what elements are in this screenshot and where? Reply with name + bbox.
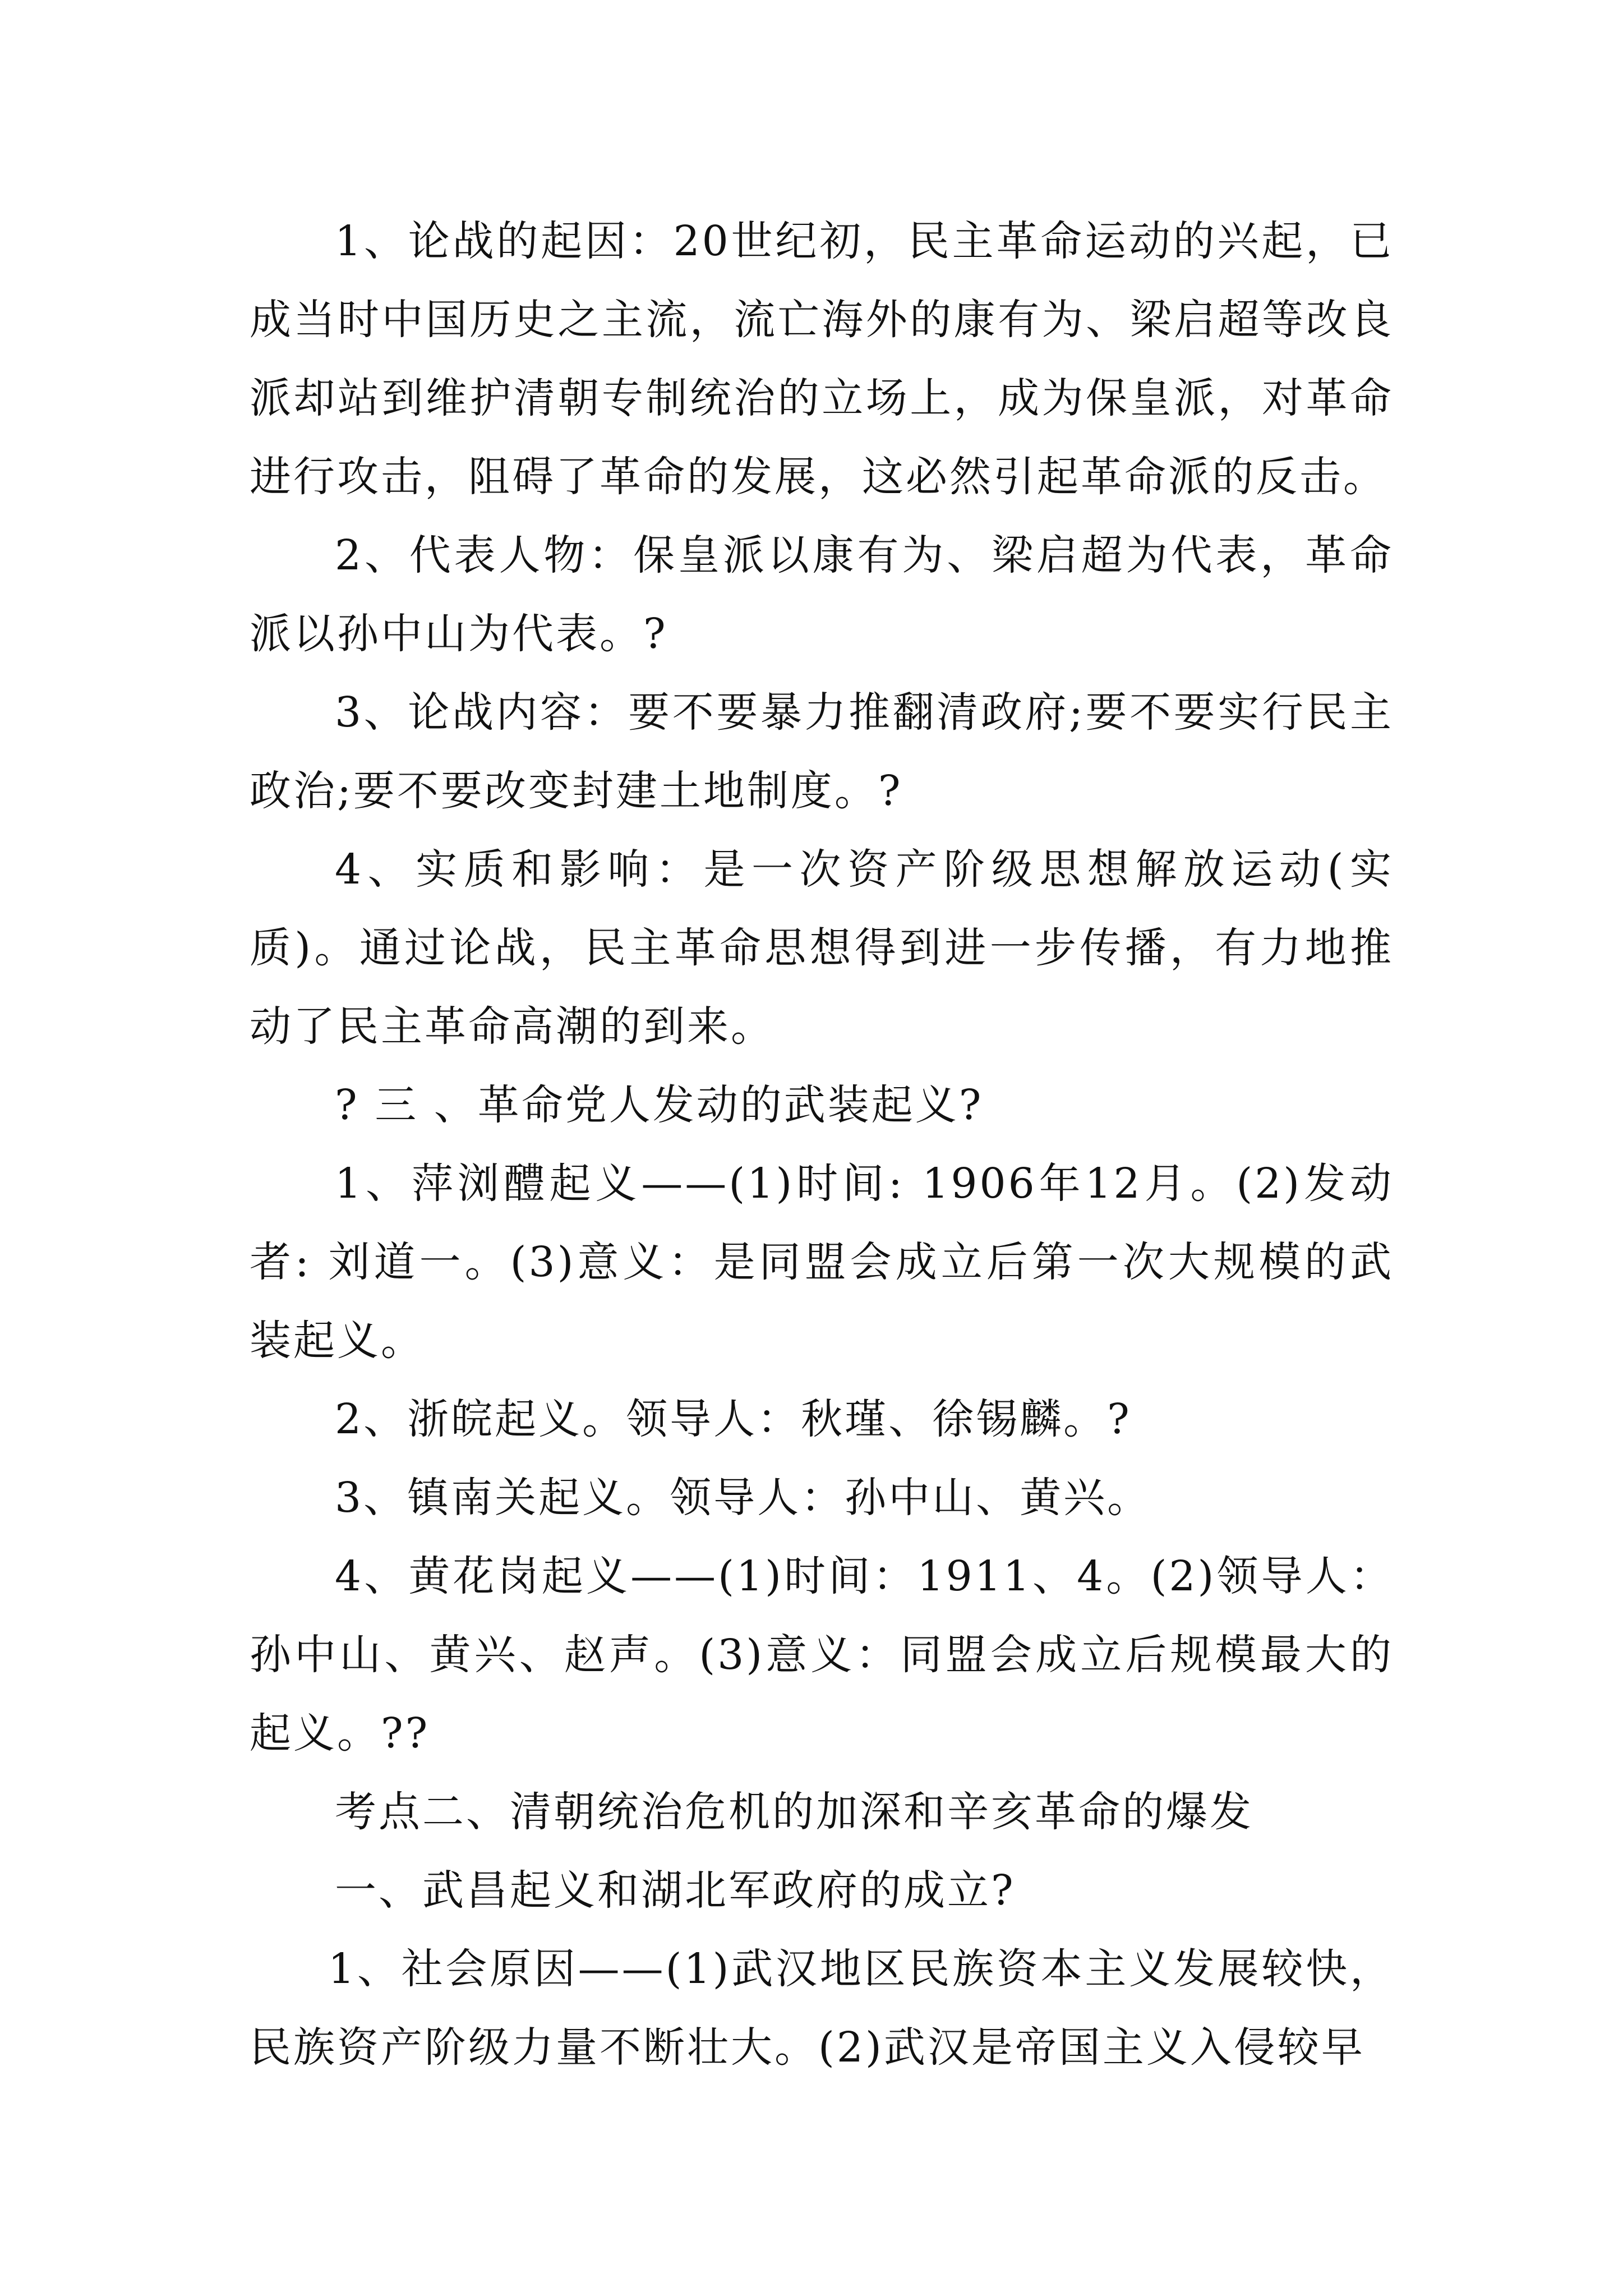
section-heading-armed-uprisings: ? 三 、革命党人发动的武装起义? <box>335 1081 984 1129</box>
paragraph-zhennanguan-uprising: 3、镇南关起义。领导人：孙中山、黄兴。 <box>335 1474 1151 1522</box>
document-body <box>250 202 1394 2087</box>
section-heading-wuchang-uprising: 一、武昌起义和湖北军政府的成立? <box>335 1866 1016 1915</box>
section-heading-exam-point-two: 考点二、清朝统治危机的加深和辛亥革命的爆发 <box>335 1788 1253 1836</box>
paragraph-essence-impact: 4、实质和影响：是一次资产阶级思想解放运动(实质)。通过论战，民主革命思想得到进一步传播，有力地推动了民主革命高潮的到来。 <box>250 845 1394 1051</box>
paragraph-debate-content: 3、论战内容：要不要暴力推翻清政府;要不要实行民主政治;要不要改变封建土地制度。? <box>250 688 1394 815</box>
paragraph-huanghuagang-uprising: 4、黄花岗起义——(1)时间：1911、4。(2)领导人：孙中山、黄兴、赵声。(3)意义：同盟会成立后规模最大的起义。?? <box>250 1552 1394 1757</box>
paragraph-social-causes: 1、社会原因——(1)武汉地区民族资本主义发展较快，民族资产阶级力量不断壮大。(2)武汉是帝国主义入侵较早 <box>250 1945 1394 2072</box>
paragraph-zhewan-uprising: 2、浙皖起义。领导人：秋瑾、徐锡麟。? <box>335 1395 1132 1443</box>
paragraph-pingliuli-uprising: 1、萍浏醴起义——(1)时间: 1906年12月。(2)发动者: 刘道一。(3)意义：是同盟会成立后第一次大规模的武装起义。 <box>250 1159 1394 1365</box>
paragraph-representatives: 2、代表人物：保皇派以康有为、梁启超为代表，革命派以孙中山为代表。? <box>250 531 1394 658</box>
paragraph-debate-cause: 1、论战的起因：20世纪初，民主革命运动的兴起，已成当时中国历史之主流，流亡海外的康有为、梁启超等改良派却站到维护清朝专制统治的立场上，成为保皇派，对革命进行攻击，阻碍了革命的发展，这必然引起革命派的反击。 <box>250 217 1394 501</box>
